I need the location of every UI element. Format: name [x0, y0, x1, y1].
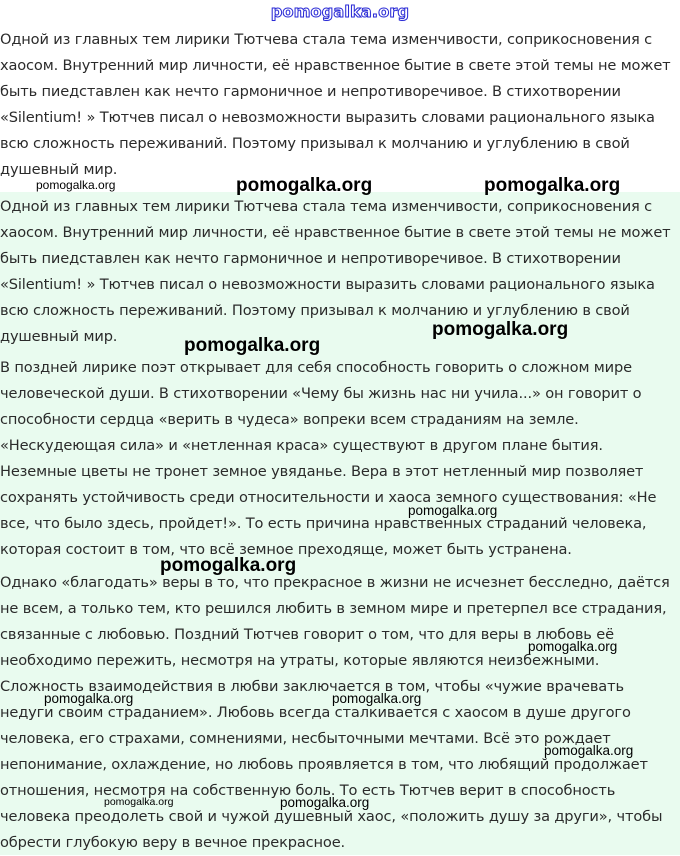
- watermark: pomogalka.org: [408, 503, 498, 518]
- site-header: [0, 0, 680, 26]
- watermark: pomogalka.org: [280, 795, 370, 810]
- watermark: pomogalka.org: [484, 175, 621, 196]
- watermark: pomogalka.org: [332, 691, 422, 706]
- watermark: pomogalka.org: [528, 639, 618, 654]
- watermark: pomogalka.org: [104, 796, 174, 808]
- watermark: pomogalka.org: [36, 178, 116, 192]
- watermark: pomogalka.org: [544, 743, 634, 758]
- site-logo[interactable]: pomogalka.org: [270, 2, 410, 21]
- watermark: pomogalka.org: [236, 175, 373, 196]
- watermark: pomogalka.org: [432, 319, 569, 340]
- answer-paragraph-3: Однако «благодать» веры в то, что прекрасное в жизни не исчезнет бесследно, даётся не всем, а только тем, кто решился любить в земном мире и претерпел все страдания, связанные с любовью. Поздний Тютчев говорит о том, что для веры в любовь её необходимо пережить, несмотря на утраты, которые являются неизбежными. Сложность взаимодействия в любви заключается в том, чтобы «чужие врачевать недуги своим страданием». Любовь всегда сталкивается с хаосом в душе другого человека, его страхами, сомнениями, несбыточными мечтами. Всё это рождает непонимание, охлаждение, но любовь проявляется в том, что любящий продолжает отношения, несмотря на собственную боль. То есть Тютчев верит в способность человека преодолеть свой и чужой душевный хаос, «положить душу за други», чтобы обрести глубокую веру в вечное прекрасное.: [0, 574, 670, 851]
- intro-paragraph: Одной из главных тем лирики Тютчева стала тема изменчивости, соприкосновения с хаосом. Внутренний мир личности, её нравственное бытие в свете этой темы не может быть пиедставлен как нечто гармоничное и непротиворечивое. В стихотворении «Silentium! » Тютчев писал о невозможности выразить словами рационального языка всю сложность переживаний. Поэтому призывал к молчанию и углублению в свой душевный мир.: [0, 31, 671, 178]
- answer-paragraph-2: В поздней лирике поэт открывает для себя способность говорить о сложном мире человеческой души. В стихотворении «Чему бы жизнь нас ни учила...» он говорит о способности сердца «верить в чудеса» вопреки всем страданиям на земле. «Нескудеющая сила» и «нетленная краса» существуют в другом плане бытия. Неземные цветы не тронет земное увяданье. Вера в этот нетленный мир позволяет сохранять устойчивость среди относительности и хаоса земного существования: «Не все, что было здесь, пройдет!». То есть причина нравственных страданий человека, которая состоит в том, что всё земное преходяще, может быть устранена.: [0, 359, 657, 558]
- answer-paragraph-1: Одной из главных тем лирики Тютчева стала тема изменчивости, соприкосновения с хаосом. Внутренний мир личности, её нравственное бытие в свете этой темы не может быть пиедставлен как нечто гармоничное и непротиворечивое. В стихотворении «Silentium! » Тютчев писал о невозможности выразить словами рационального языка всю сложность переживаний. Поэтому призывал к молчанию и углублению в свой душевный мир.: [0, 198, 671, 345]
- watermark: pomogalka.org: [44, 691, 134, 706]
- watermark: pomogalka.org: [160, 555, 297, 576]
- watermark: pomogalka.org: [184, 335, 321, 356]
